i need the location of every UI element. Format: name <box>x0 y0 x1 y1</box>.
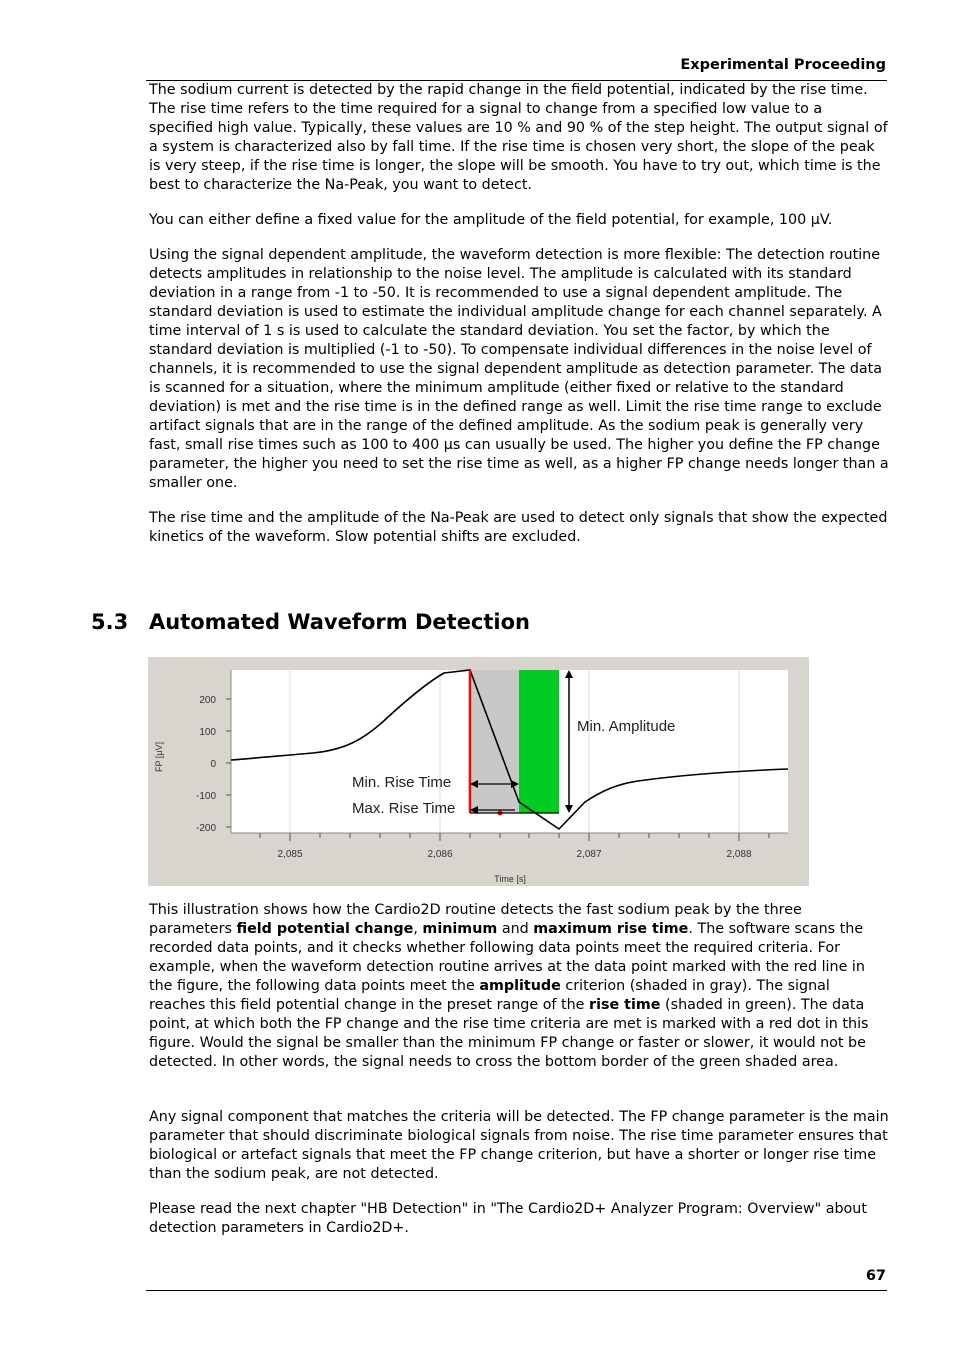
bold-term: maximum rise time <box>533 921 689 937</box>
text-run: (shaded in green). The data point, at which both the FP change and the rise time criteria are met is marked with a red dot in this figure. Would the signal be smaller than the minimum FP change or faster or slower, it would not be detected. In other words, the signal needs to cross the bottom border of the green shaded area. <box>149 997 869 1070</box>
y-tick-label: -200 <box>195 823 216 834</box>
section-title: Automated Waveform Detection <box>149 610 530 634</box>
x-axis-label: Time [s] <box>494 874 526 884</box>
waveform-detection-figure <box>148 657 809 886</box>
x-tick-label: 2,088 <box>726 849 752 860</box>
section-number: 5.3 <box>91 610 129 634</box>
y-tick-label: -100 <box>195 791 216 802</box>
y-axis-label: FP [µV] <box>154 741 164 773</box>
paragraph-signal-dependent: Using the signal dependent amplitude, the waveform detection is more flexible: The detection routine detects amplitudes in relationship to the noise level. The amplitude is calculated with its standard deviation in a range from -1 to -50. It is recommended to use a signal dependent amplitude. The standard deviation is used to estimate the individual amplitude change for each channel separately. A time interval of 1 s is used to calculate the standard deviation. You set the factor, by which the standard deviation is multiplied (-1 to -50). To compensate individual differences in the noise level of channels, it is recommended to use the signal dependent amplitude as detection parameter. The data is scanned for a situation, where the minimum amplitude (either fixed or relative to the standard deviation) is met and the rise time is in the defined range as well. Limit the rise time range to exclude artifact signals that are in the range of the defined amplitude. As the sodium peak is generally very fast, small rise times such as 100 to 400 µs can usually be used. The higher you define the FP change parameter, the higher you need to set the rise time as well, as a higher FP change needs longer than a smaller one. <box>149 247 889 491</box>
text-run: . The software scans the recorded data points, and it checks whether following data points meet the required criteria. For example, when the waveform detection routine arrives at the data point marked with the red line in the figure, the following data points meet the <box>149 921 865 994</box>
label-min-rise-time: Min. Rise Time <box>352 774 452 791</box>
paragraph-na-peak: The rise time and the amplitude of the Na-Peak are used to detect only signals that show the expected kinetics of the waveform. Slow potential shifts are excluded. <box>149 510 888 545</box>
paragraph-illustration <box>149 901 889 1072</box>
paragraph-signal-component: Any signal component that matches the criteria will be detected. The FP change parameter is the main parameter that should discriminate biological signals from noise. The rise time parameter ensures that biological or artefact signals that meet the FP change criterion, but have a shorter or longer rise time than the sodium peak, are not detected. <box>149 1109 889 1182</box>
footer-rule <box>146 1290 887 1291</box>
text-run: This illustration shows how the Cardio2D routine detects the fast sodium peak by the three parameters <box>149 902 802 937</box>
bold-term: field potential change <box>236 921 414 937</box>
running-header: Experimental Proceeding <box>680 57 886 73</box>
x-tick-label: 2,087 <box>576 849 602 860</box>
label-min-amplitude: Min. Amplitude <box>577 718 676 735</box>
x-tick-label: 2,086 <box>427 849 453 860</box>
waveform-chart <box>148 657 809 886</box>
y-tick-label: 0 <box>210 759 216 770</box>
y-tick-label: 200 <box>199 695 216 706</box>
bold-term: rise time <box>589 997 661 1013</box>
rise-time-region <box>519 670 559 813</box>
page-number: 67 <box>865 1268 886 1284</box>
bold-term: amplitude <box>479 978 561 994</box>
x-tick-label: 2,085 <box>277 849 303 860</box>
bold-term: minimum <box>422 921 498 937</box>
y-tick-label: 100 <box>199 727 216 738</box>
paragraph-fixed-amplitude: You can either define a fixed value for the amplitude of the field potential, for example, 100 µV. <box>149 212 833 228</box>
text-run: and <box>497 921 534 937</box>
section-heading <box>91 610 530 634</box>
paragraph-next-chapter: Please read the next chapter "HB Detection" in "The Cardio2D+ Analyzer Program: Overview" about detection parameters in Cardio2D+. <box>149 1201 867 1236</box>
paragraph-rise-time: The sodium current is detected by the rapid change in the field potential, indicated by the rise time. The rise time refers to the time required for a signal to change from a specified low value to a specified high value. Typically, these values are 10 % and 90 % of the step height. The output signal of a system is characterized also by fall time. If the rise time is chosen very short, the slope of the peak is very steep, if the rise time is longer, the slope will be smooth. You have to try out, which time is the best to characterize the Na-Peak, you want to detect. <box>149 82 888 193</box>
text-run: , <box>413 921 423 937</box>
text-run: criterion (shaded in gray). The signal reaches this field potential change in the preset range of the <box>149 978 830 1013</box>
label-max-rise-time: Max. Rise Time <box>352 800 456 817</box>
